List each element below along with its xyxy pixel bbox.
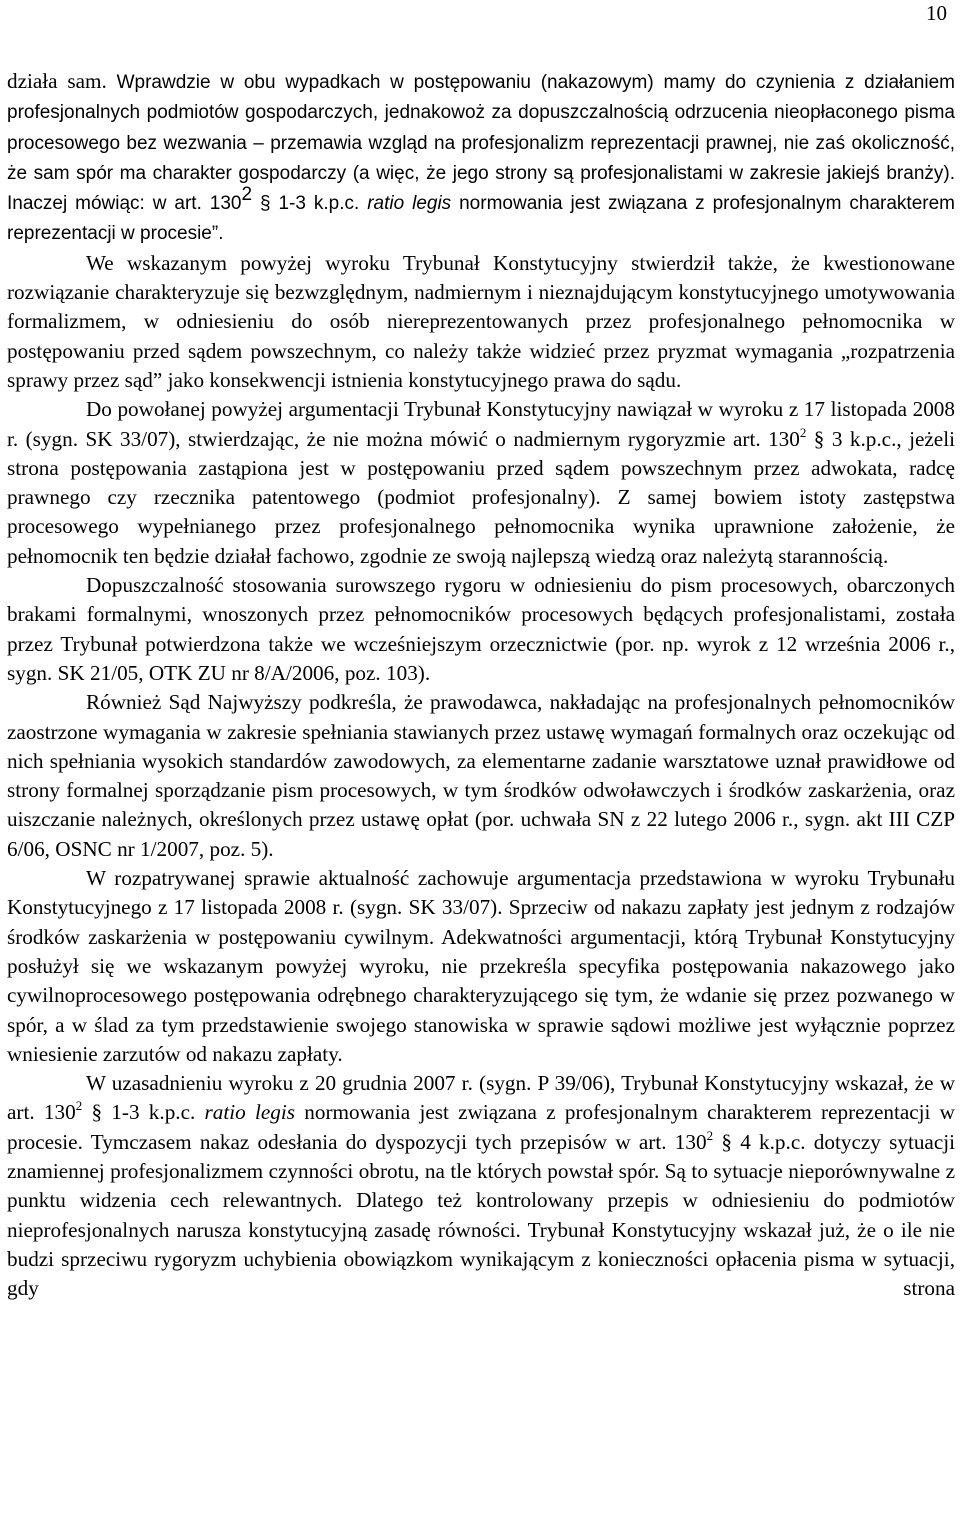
paragraph-5: Również Sąd Najwyższy podkreśla, że prawodawca, nakładając na profesjonalnych pełnomocników zaostrzone wymagania w zakresie spełniania stawianych przez ustawę wymagań formalnych oraz oczekując od nich spełniania wysokich standardów zawodowych, za elementarne zadanie warsztatowe uznał prawidłowe od strony formalnej sporządzanie pism procesowych, w tym środków odwoławczych i środków zaskarżenia, oraz uiszczanie należnych, określonych przez ustawę opłat (por. uchwała SN z 22 lutego 2006 r., sygn. akt III CZP 6/06, OSNC nr 1/2007, poz. 5). [7,690,955,861]
paragraph-1-lead: działa sam. [7,69,117,93]
paragraph-4: Dopuszczalność stosowania surowszego rygoru w odniesieniu do pism procesowych, obarczonych brakami formalnymi, wnoszonych przez pełnomocników procesowych będących profesjonalistami, została przez Trybunał potwierdzona także we wcześniejszym orzecznictwie (por. np. wyrok z 12 września 2006 r., sygn. SK 21/05, OTK ZU nr 8/A/2006, poz. 103). [7,573,955,685]
paragraph-3-lead: Do powołanej powyżej argumentacji Trybunał Konstytucyjny nawiązał w wyroku z 17 listopada 2008 r. (sygn. SK 33/07), stwierdzając, że nie można mówić o nadmiernym rygoryzmie art. 130 [7,397,955,451]
paragraph-3-tail: § 3 k.p.c., jeżeli strona postępowania zastąpiona jest w postępowaniu przed sądem powszechnym przez adwokata, radcę prawnego czy rzecznika patentowego (podmiot profesjonalny). Z samej bowiem istoty zastępstwa procesowego wypełnianego przez profesjonalnego pełnomocnika wynika uprawnione założenie, że pełnomocnik ten będzie działał fachowo, zgodnie ze swoją najlepszą wiedzą oraz należytą starannością. [7,426,955,568]
paragraph-2: We wskazanym powyżej wyroku Trybunał Konstytucyjny stwierdził także, że kwestionowane rozwiązanie charakteryzuje się bezwzględnym, nadmiernym i nieznajdującym konstytucyjnego umotywowania formalizmem, w odniesieniu do osób niereprezentowanych przez profesjonalnego pełnomocnika w postępowaniu przed sądem powszechnym, co należy także widzieć przez pryzmat wymagania „rozpatrzenia sprawy przez sąd” jako konsekwencji istnienia konstytucyjnego prawa do sądu. [7,250,955,392]
paragraph-7-tail: § 4 k.p.c. dotyczy sytuacji znamiennej profesjonalizmem czynności obrotu, na tle których powstał spór. Są to sytuacje nieporównywalne z punktu widzenia cech relewantnych. Dlatego też kontrolowany przepis w odniesieniu do podmiotów nieprofesjonalnych narusza konstytucyjną zasadę równości. Trybunał Konstytucyjny wskazał już, że o ile nie budzi sprzeciwu rygoryzm uchybienia obowiązkom wynikającym z konieczności opłacenia pisma w sytuacji, gdy strona [7,1129,955,1301]
paragraph-6: W rozpatrywanej sprawie aktualność zachowuje argumentacja przedstawiona w wyroku Trybunału Konstytucyjnego z 17 listopada 2008 r. (sygn. SK 33/07). Sprzeciw od nakazu zapłaty jest jednym z rodzajów środków zaskarżenia w postępowaniu cywilnym. Adekwatności argumentacji, którą Trybunał Konstytucyjny posłużył się we wskazanym powyżej wyroku, nie przekreśla specyfika postępowania nakazowego jako cywilnoprocesowego postępowania odrębnego charakteryzującego się tym, że wdanie się przez pozwanego w spór, a w ślad za tym przedstawienie swojego stanowiska w sprawie sądowi możliwe jest wyłącznie poprzez wniesienie zarzutów od nakazu zapłaty. [7,866,955,1066]
paragraph-7-ratio-legis: ratio legis [204,1100,296,1125]
paragraph-3 [7,395,955,571]
paragraph-1 [7,67,955,249]
paragraph-1-superscript: 2 [241,184,253,206]
paragraph-1-quote: Wprawdzie w obu wypadkach w postępowaniu (nakazowym) mamy do czynienia z działaniem profesjonalnych podmiotów gospodarczych, jednakowoż za dopuszczalnością odrzucenia nieopłaconego pisma procesowego bez wezwania – przemawia wzgląd na profesjonalizm reprezentacji prawnej, nie zaś okoliczność, że sam spór ma charakter gospodarczy (a więc, że jego strony są profesjonalistami w zakresie jakiejś branży). Inaczej mówiąc: w art. 130 [7,72,955,215]
paragraph-7-superscript-1: 2 [75,1098,83,1114]
paragraph-1-article-ref: § 1-3 k.p.c. [252,193,368,215]
document-body [7,67,955,1303]
paragraph-7-middle: normowania jest związana z profesjonalnym charakterem reprezentacji w procesie. Tymczasem nakaz odesłania do dyspozycji tych przepisów w art. 130 [7,1100,955,1154]
paragraph-7-superscript-2: 2 [706,1127,714,1143]
page-number: 10 [926,1,947,25]
paragraph-7 [7,1069,955,1303]
paragraph-3-superscript: 2 [799,424,807,440]
paragraph-1-ratio-legis: ratio legis [367,193,452,215]
paragraph-7-lead: W uzasadnieniu wyroku z 20 grudnia 2007 r. (sygn. P 39/06), Trybunał Konstytucyjny wskazał, że w art. 130 [7,1071,955,1125]
paragraph-1-tail: normowania jest związana z profesjonalnym charakterem reprezentacji w procesie”. [7,193,955,245]
paragraph-7-article-ref: § 1-3 k.p.c. [82,1100,205,1125]
